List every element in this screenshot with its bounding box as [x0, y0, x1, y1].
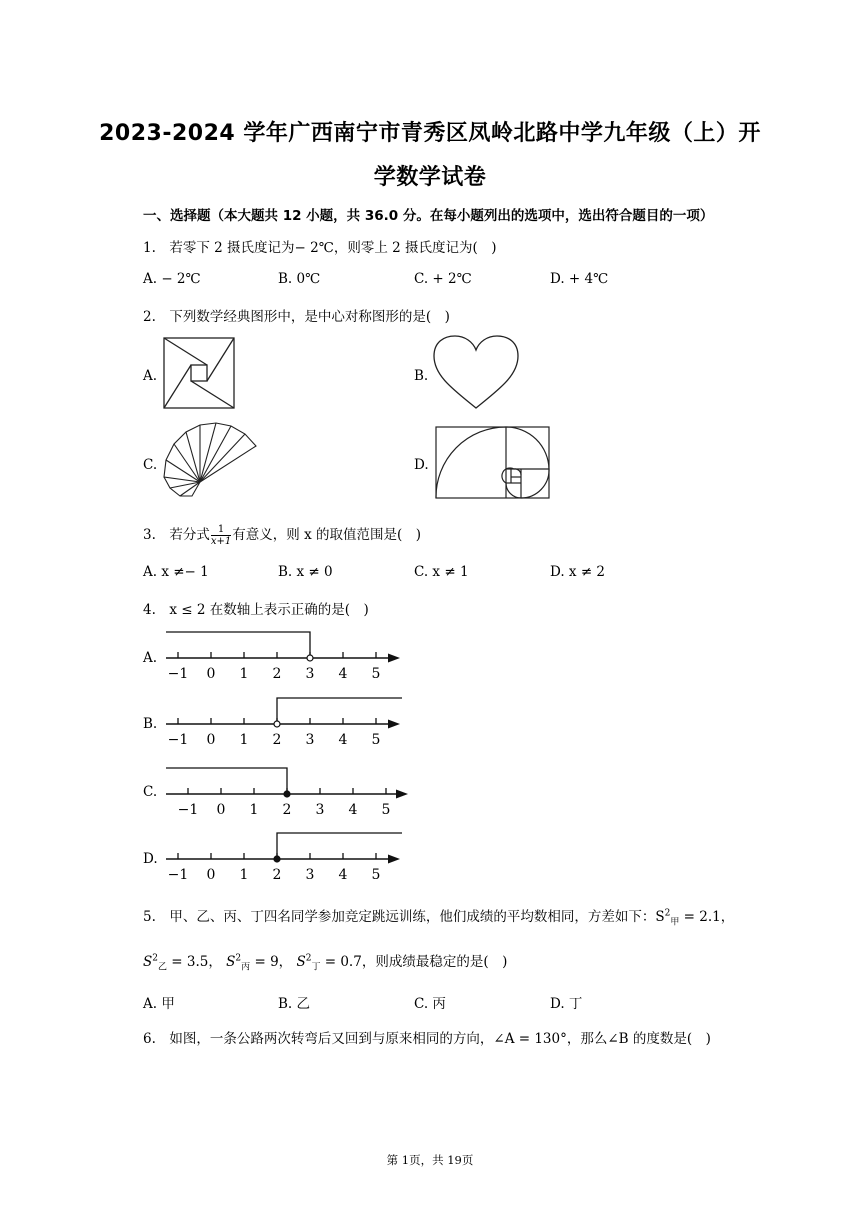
solid-dot [274, 856, 280, 862]
axis-tick-label: 2 [282, 802, 292, 818]
axis-tick-label: 0 [206, 732, 216, 748]
axis-tick-label: 2 [272, 666, 282, 682]
solution-ray [166, 632, 310, 658]
axis-tick-label: −1 [167, 867, 189, 883]
q4-label-a: A. [143, 650, 158, 666]
axis-tick-label: −1 [167, 666, 189, 682]
q5-s-jia-val: = 2.1， [679, 909, 735, 925]
q3-fraction [211, 524, 231, 547]
spiral-triangles-figure [160, 420, 262, 500]
axis-tick-label: 3 [305, 666, 315, 682]
axis-tick-label: 2 [272, 732, 282, 748]
q4-label-b: B. [143, 716, 158, 732]
q1-option-d: D. + 4℃ [550, 271, 609, 287]
q4-label-d: D. [143, 851, 158, 867]
q3-option-c: C. x ≠ 1 [414, 564, 469, 580]
q5-option-d: D. 丁 [550, 996, 583, 1012]
axis-tick-label: 3 [305, 732, 315, 748]
q5-s-jia-sub: 甲 [670, 917, 680, 928]
axis-tick-label: 1 [239, 732, 249, 748]
axis-tick-label: 5 [371, 732, 381, 748]
q2-label-a: A. [143, 368, 158, 384]
number-line-a [160, 628, 410, 686]
axis-tick-label: 3 [305, 867, 315, 883]
axis-tick-label: 1 [239, 867, 249, 883]
q2-label-b: B. [414, 368, 429, 384]
page-title-line2: 学数学试卷 [373, 165, 487, 190]
question-2: 2. 下列数学经典图形中，是中心对称图形的是( ) [143, 309, 450, 325]
q5-option-b: B. 乙 [278, 996, 311, 1012]
solid-dot [284, 791, 290, 797]
axis-arrow [396, 790, 408, 799]
axis-arrow [388, 855, 400, 864]
q2-label-d: D. [414, 457, 429, 473]
question-6: 6. 如图，一条公路两次转弯后又回到与原来相同的方向，∠A = 130°，那么∠B 的度数是( ) [143, 1031, 711, 1047]
q5-s-yi-sub: 乙 [157, 962, 167, 973]
q3-fraction-numerator: 1 [211, 524, 231, 536]
axis-tick-label: 5 [371, 867, 381, 883]
q1-option-c: C. + 2℃ [414, 271, 472, 287]
axis-arrow [388, 720, 400, 729]
question-1: 1. 若零下 2 摄氏度记为− 2℃，则零上 2 摄氏度记为( ) [143, 240, 497, 256]
axis-tick-label: 0 [206, 867, 216, 883]
axis-tick-label: 0 [216, 802, 226, 818]
q1-option-b: B. 0℃ [278, 271, 321, 287]
axis-tick-label: 5 [371, 666, 381, 682]
axis-tick-label: 1 [239, 666, 249, 682]
axis-tick-label: 1 [249, 802, 259, 818]
q3-text-pre: 3. 若分式 [143, 527, 210, 543]
q3-option-d: D. x ≠ 2 [550, 564, 606, 580]
q5-s-ding-val: = 0.7，则成绩最稳定的是( ) [320, 954, 508, 970]
q3-option-a: A. x ≠− 1 [143, 564, 209, 580]
axis-tick-label: 2 [272, 867, 282, 883]
pinwheel-square-figure [163, 337, 235, 409]
q2-label-c: C. [143, 457, 158, 473]
q3-option-b: B. x ≠ 0 [278, 564, 333, 580]
q5-s-bing-val: = 9， [250, 954, 293, 970]
axis-tick-label: 4 [338, 732, 348, 748]
q5-s-ding-sub: 丁 [311, 962, 321, 973]
page-title-line1: 2023-2024 学年广西南宁市青秀区凤岭北路中学九年级（上）开 [99, 121, 761, 146]
golden-spiral-figure [435, 426, 551, 500]
q3-fraction-denominator: x+1 [210, 536, 232, 547]
question-4: 4. x ≤ 2 在数轴上表示正确的是( ) [143, 602, 369, 618]
q5-s-yi-val: = 3.5， [167, 954, 222, 970]
q5-option-a: A. 甲 [143, 996, 175, 1012]
q3-text-post: 有意义，则 x 的取值范围是( ) [232, 527, 422, 543]
axis-tick-label: 4 [338, 666, 348, 682]
question-5-line2: $S^2_乙 = 3.5$， $S^2_丙 = 9$， $S^2_丁 = 0.7$，则成绩最稳定的是( ) [143, 953, 508, 973]
hollow-dot [274, 721, 280, 727]
axis-tick-label: 3 [315, 802, 325, 818]
number-line-b [160, 694, 410, 752]
section-heading: 一、选择题（本大题共 12 小题，共 36.0 分。在每小题列出的选项中，选出符合题目的一项） [143, 208, 714, 224]
solution-ray [277, 698, 402, 724]
question-5-line1: 5. 甲、乙、丙、丁四名同学参加竞定跳远训练，他们成绩的平均数相同，方差如下：$S^2_甲 = 2.1$， [143, 908, 735, 928]
solution-ray [166, 768, 287, 794]
number-line-d [160, 829, 410, 887]
page-footer: 第 1页，共 19页 [386, 1153, 474, 1167]
axis-tick-label: 5 [381, 802, 391, 818]
solution-ray [277, 833, 402, 859]
q5-option-c: C. 丙 [414, 996, 446, 1012]
axis-tick-label: 4 [338, 867, 348, 883]
q5-s-bing-sub: 丙 [241, 962, 251, 973]
heart-figure [432, 334, 520, 410]
question-3 [143, 523, 421, 547]
q1-option-a: A. − 2℃ [143, 271, 201, 287]
hollow-dot [307, 655, 313, 661]
q5-text: 5. 甲、乙、丙、丁四名同学参加竞定跳远训练，他们成绩的平均数相同，方差如下：S [143, 909, 665, 925]
axis-tick-label: 4 [348, 802, 358, 818]
axis-arrow [388, 654, 400, 663]
axis-tick-label: −1 [167, 732, 189, 748]
number-line-c [160, 762, 416, 820]
q4-label-c: C. [143, 784, 158, 800]
axis-tick-label: 0 [206, 666, 216, 682]
axis-tick-label: −1 [177, 802, 199, 818]
